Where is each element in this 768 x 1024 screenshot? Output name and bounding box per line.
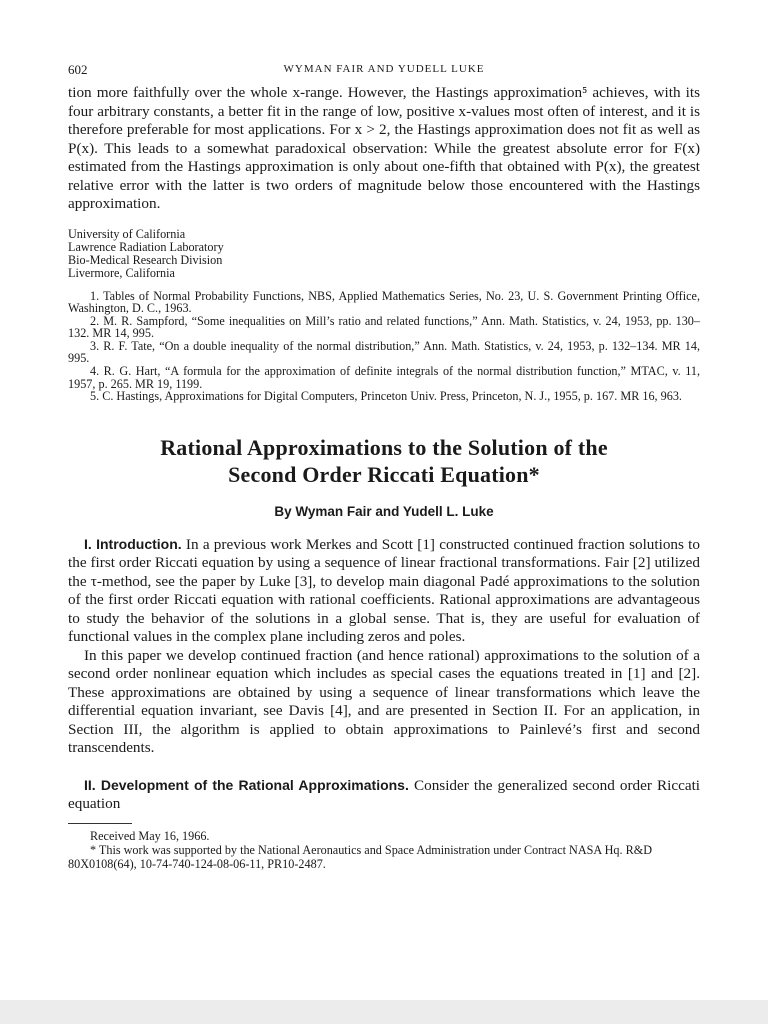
reference-item: 4. R. G. Hart, “A formula for the approximation of definite integrals of the normal distribution function,” MTAC, v. 11, 1957, p. 265. MR 19, 1199. — [68, 364, 700, 391]
continuation-paragraph: tion more faithfully over the whole x-range. However, the Hastings approximation⁵ achieves, with its four arbitrary constants, a better fit in the range of low, positive x-values most often of interest, and it is therefore preferable for most applications. For x > 2, the Hastings approximation does not fit as well as P(x). This leads to a somewhat paradoxical observation: While the greatest absolute error for F(x) estimated from the Hastings approximation is only about one-fifth that obtained with P(x), the greatest relative error with the latter is two orders of magnitude below those encountered with the Hastings approximation. — [68, 84, 700, 212]
footnotes — [68, 829, 700, 871]
reference-item: 5. C. Hastings, Approximations for Digital Computers, Princeton Univ. Press, Princeton, N. J., 1955, p. 167. MR 16, 963. — [90, 389, 682, 404]
running-head: WYMAN FAIR AND YUDELL LUKE — [283, 63, 485, 75]
article-authors: By Wyman Fair and Yudell L. Luke — [274, 503, 494, 519]
received-date: Received May 16, 1966. — [90, 828, 210, 843]
title-line: Second Order Riccati Equation* — [228, 461, 540, 487]
support-footnote: * This work was supported by the National Aeronautics and Space Administration under Contract NASA Hq. R&D 80X0108(64), 10-74-740-124-08-06-11, PR10-2487. — [68, 842, 653, 871]
affiliation-line: Bio-Medical Research Division — [68, 252, 223, 267]
viewer-bottom-bar — [0, 1000, 768, 1024]
article-title — [68, 434, 700, 488]
section-development — [68, 776, 700, 814]
section-heading: I. Introduction. — [84, 535, 182, 552]
affiliation-line: Livermore, California — [68, 265, 175, 280]
intro-paragraph-2: In this paper we develop continued fraction (and hence rational) approximations to the solution of a second order nonlinear equation which includes as special cases the equations treated in [1] and [2]. These approximations are obtained by using a sequence of linear transformations which leave the differential equation invariant, see Davis [4], and are presented in Section II. For an application, in Section III, the algorithm is applied to obtain approximations to Painlevé’s first and second transcendents. — [68, 646, 700, 757]
affiliation-line: University of California — [68, 226, 186, 241]
paragraph-text: In a previous work Merkes and Scott [1] constructed continued fraction solutions to the first order Riccati equation by using a sequence of linear fractional transformations. Fair [2] utilized the τ-method, see the paper by Luke [3], to develop main diagonal Padé approximations to the solution of the first order Riccati equation with rational coefficients. Rational approximations are advantageous to study the behavior of the solutions in a global sense. That is, they are useful for evaluation of functional values in the complex plane including zeros and poles. — [68, 535, 700, 646]
page-number: 602 — [68, 62, 88, 77]
title-line: Rational Approximations to the Solution of the — [160, 434, 608, 460]
journal-page — [68, 62, 700, 871]
section-introduction — [68, 535, 700, 758]
section-heading: II. Development of the Rational Approximations. — [84, 776, 409, 793]
reference-item: 3. R. F. Tate, “On a double inequality of the normal distribution,” Ann. Math. Statistics, v. 24, 1953, p. 132–134. MR 14, 995. — [68, 338, 700, 366]
affiliation-block — [68, 228, 700, 280]
affiliation-line: Lawrence Radiation Laboratory — [68, 239, 224, 254]
reference-list — [68, 290, 700, 403]
reference-item: 2. M. R. Sampford, “Some inequalities on Mill’s ratio and related functions,” Ann. Math. Statistics, v. 24, 1953, pp. 130–132. MR 14, 995. — [68, 313, 700, 341]
footnote-rule — [68, 823, 132, 824]
reference-item: 1. Tables of Normal Probability Functions, NBS, Applied Mathematics Series, No. 23, U. S. Government Printing Office, Washington, D. C., 1963. — [68, 288, 700, 316]
intro-paragraph-1 — [68, 535, 700, 647]
paragraph-text: Consider the generalized second order Riccati equation — [68, 776, 701, 813]
page-header — [68, 62, 700, 84]
development-paragraph — [68, 776, 700, 814]
